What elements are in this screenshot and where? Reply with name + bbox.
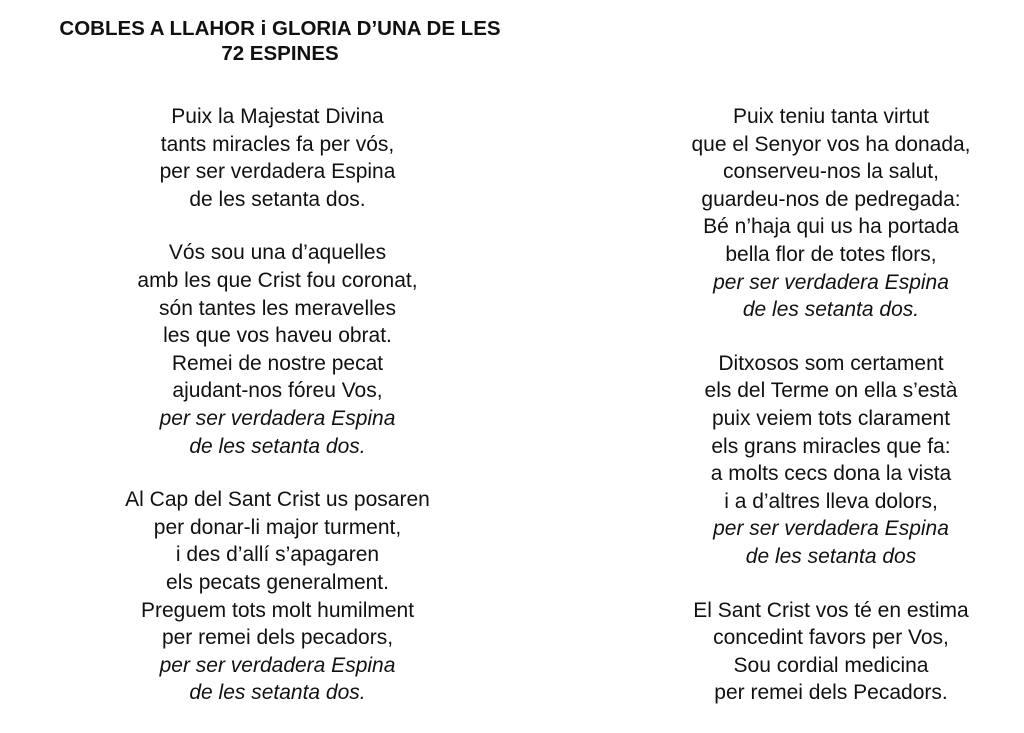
refrain-line: per ser verdadera Espina	[713, 517, 949, 541]
verse-line: per ser verdadera Espina	[159, 160, 396, 184]
verse-line: Puix teniu tanta virtut	[732, 105, 930, 128]
verse-line: Remei de nostre pecat	[171, 351, 384, 375]
verse-line: Sou cordial medicina	[733, 653, 929, 677]
left-stanza-2	[70, 239, 485, 460]
refrain-line: per ser verdadera Espina	[159, 406, 396, 430]
verse-line: ajudant-nos fóreu Vos,	[172, 379, 383, 403]
verse-line: Al Cap del Sant Crist us posaren	[125, 488, 430, 512]
verse-line: Ditxosos som certament	[718, 351, 944, 375]
verse-line: Vós sou una d’aquelles	[168, 241, 387, 265]
refrain-line: per ser verdadera Espina	[159, 653, 396, 677]
left-stanza-1	[70, 103, 485, 213]
verse-line: amb les que Crist fou coronat,	[137, 268, 418, 292]
verse-line: i des d’allí s’apagaren	[175, 543, 380, 567]
verse-line: els grans miracles que fa:	[711, 434, 951, 458]
verse-line: conserveu-nos la salut,	[723, 160, 939, 184]
refrain-line: de les setanta dos	[745, 544, 917, 568]
verse-line: els del Terme on ella s’està	[704, 379, 958, 403]
verse-line: Puix la Majestat Divina	[171, 105, 384, 128]
right-stanza-2	[625, 350, 1024, 571]
refrain-line: de les setanta dos.	[189, 434, 366, 458]
document-title	[10, 16, 550, 66]
verse-line: bella flor de totes flors,	[725, 242, 937, 266]
title-line-1: COBLES A LLAHOR i GLORIA D’UNA DE LES	[59, 17, 501, 40]
verse-line: són tantes les meravelles	[159, 296, 396, 320]
verse-line: les que vos haveu obrat.	[163, 324, 392, 348]
verse-line: tants miracles fa per vós,	[160, 132, 395, 156]
right-stanza-3	[625, 597, 1024, 707]
refrain-line: de les setanta dos.	[742, 298, 920, 322]
verse-line: puix veiem tots clarament	[711, 406, 951, 430]
verse-line: que el Senyor vos ha donada,	[691, 132, 971, 156]
verse-line: Bé n’haja qui us ha portada	[703, 215, 959, 239]
left-column	[70, 103, 485, 733]
refrain-line: de les setanta dos.	[189, 681, 366, 705]
verse-line: els pecats generalment.	[166, 570, 389, 594]
verse-line: i a d’altres lleva dolors,	[724, 489, 938, 513]
right-column	[625, 103, 1024, 733]
right-stanza-1	[625, 103, 1024, 324]
verse-line: a molts cecs dona la vista	[710, 462, 952, 486]
verse-line: concedint favors per Vos,	[713, 626, 949, 650]
left-stanza-3	[70, 486, 485, 707]
verse-line: Preguem tots molt humilment	[140, 598, 415, 622]
verse-line: per donar-li major turment,	[153, 515, 402, 539]
verse-line: per remei dels pecadors,	[161, 626, 394, 650]
refrain-line: per ser verdadera Espina	[713, 270, 949, 294]
verse-line: El Sant Crist vos té en estima	[693, 598, 969, 622]
verse-line: per remei dels Pecadors.	[714, 681, 948, 705]
verse-line: guardeu-nos de pedregada:	[701, 187, 961, 211]
verse-line: de les setanta dos.	[189, 187, 366, 211]
title-line-2: 72 ESPINES	[221, 42, 339, 65]
